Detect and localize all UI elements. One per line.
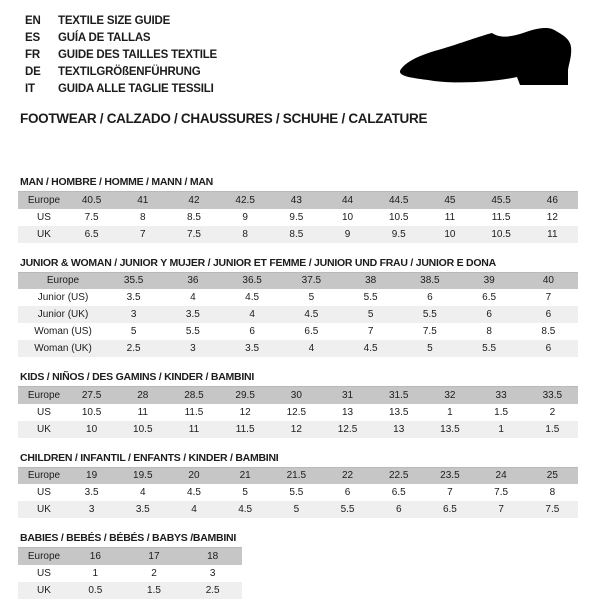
size-value: 6.5 — [304, 326, 319, 337]
size-value: 13 — [341, 406, 354, 418]
size-value: 40.5 — [81, 194, 102, 206]
size-value: 21.5 — [286, 470, 307, 482]
size-value: 5.5 — [482, 343, 497, 354]
size-value: 29.5 — [235, 389, 255, 401]
size-value: 1.5 — [147, 584, 161, 596]
size-value: 9 — [242, 211, 248, 223]
size-value: 19.5 — [133, 470, 153, 482]
size-value: 13.5 — [388, 406, 409, 418]
table-title: BABIES / BEBÉS / BÉBÉS / BABYS /BAMBINI — [20, 532, 237, 544]
row-label: US — [37, 211, 51, 223]
size-value: 41 — [137, 194, 149, 206]
size-value: 4 — [190, 292, 196, 303]
table-row — [18, 501, 578, 518]
size-value: 10 — [444, 228, 456, 240]
size-value: 22 — [341, 470, 354, 482]
size-value: 1.5 — [494, 406, 509, 418]
table-title: JUNIOR & WOMAN / JUNIOR Y MUJER / JUNIOR ET FEMME / JUNIOR UND FRAU / JUNIOR E DONA — [20, 256, 496, 269]
size-value: 28.5 — [184, 389, 204, 401]
size-value: 4.5 — [304, 309, 319, 320]
dress-shoe-icon — [398, 28, 578, 90]
size-value: 13 — [393, 423, 405, 435]
size-value: 5.5 — [340, 504, 355, 515]
language-label: TEXTILE SIZE GUIDE — [58, 14, 171, 27]
size-value: 11 — [137, 406, 148, 418]
size-value: 4.5 — [238, 504, 253, 515]
size-value: 11 — [188, 423, 200, 435]
size-value: 7 — [140, 228, 146, 240]
size-table — [18, 272, 578, 358]
language-row-fr — [25, 46, 217, 63]
language-legend — [25, 12, 217, 97]
size-value: 11 — [444, 211, 456, 223]
size-value: 1 — [498, 423, 504, 435]
table-title: CHILDREN / INFANTIL / ENFANTS / KINDER / BAMBINI — [20, 451, 279, 464]
size-value: 4 — [249, 309, 255, 320]
size-value: 4 — [191, 504, 197, 515]
size-value: 5 — [427, 343, 433, 354]
size-value: 24 — [495, 470, 507, 482]
size-value: 8 — [242, 228, 248, 240]
size-table-section — [18, 452, 582, 519]
size-value: 1 — [92, 567, 99, 579]
size-value: 12 — [546, 211, 558, 223]
category-title: FOOTWEAR / CALZADO / CHAUSSURES / SCHUHE / CALZATURE — [20, 111, 428, 126]
size-value: 8.5 — [187, 211, 201, 223]
size-value: 12 — [290, 423, 302, 435]
row-label: UK — [37, 584, 51, 596]
table-row — [18, 404, 578, 421]
size-value: 5 — [242, 487, 248, 498]
size-value: 25 — [546, 470, 558, 482]
size-value: 42 — [188, 194, 200, 206]
row-label: US — [37, 406, 51, 418]
size-value: 10.5 — [81, 406, 102, 418]
row-label: UK — [37, 228, 51, 240]
size-value: 45 — [444, 194, 456, 206]
size-value: 17 — [148, 550, 160, 562]
size-value: 12.5 — [337, 423, 358, 435]
size-value: 46 — [546, 194, 558, 206]
size-value: 40 — [542, 275, 554, 287]
size-value: 7 — [447, 487, 453, 498]
size-value: 1.5 — [545, 423, 560, 435]
size-value: 0.5 — [88, 584, 103, 596]
size-value: 6 — [545, 309, 552, 320]
language-row-de — [25, 63, 217, 80]
size-value: 2.5 — [126, 343, 141, 354]
size-value: 23.5 — [440, 470, 460, 482]
size-value: 12.5 — [286, 406, 307, 418]
size-tables — [18, 176, 582, 599]
size-value: 3.5 — [135, 504, 150, 515]
table-row — [18, 226, 578, 243]
size-table-section — [18, 532, 582, 599]
table-row — [18, 467, 578, 484]
size-value: 10.5 — [388, 211, 409, 223]
size-value: 9.5 — [289, 211, 304, 223]
size-value: 1 — [447, 406, 453, 418]
size-value: 6 — [545, 343, 552, 354]
size-value: 6 — [395, 504, 402, 515]
size-value: 7 — [498, 504, 504, 515]
table-title: MAN / HOMBRE / HOMME / MANN / MAN — [20, 176, 213, 188]
language-code: DE — [25, 65, 41, 78]
size-value: 10 — [86, 423, 98, 435]
size-value: 3 — [88, 504, 95, 515]
row-label: Europe — [46, 275, 80, 287]
size-value: 7.5 — [545, 504, 560, 515]
language-label: TEXTILGRÖßENFÜHRUNG — [58, 65, 201, 78]
size-value: 2 — [151, 567, 157, 579]
size-value: 38 — [365, 275, 377, 287]
row-label: UK — [37, 423, 51, 435]
language-row-es — [25, 29, 217, 46]
table-title: KIDS / NIÑOS / DES GAMINS / KINDER / BAMBINI — [20, 371, 255, 383]
size-value: 11.5 — [184, 406, 204, 418]
size-value: 5.5 — [289, 487, 304, 498]
size-value: 33.5 — [542, 389, 563, 401]
size-value: 11.5 — [491, 211, 511, 223]
size-value: 7.5 — [187, 228, 201, 240]
size-value: 3.5 — [185, 309, 200, 320]
size-value: 32 — [444, 389, 456, 401]
size-value: 37.5 — [301, 275, 322, 287]
table-row — [18, 548, 242, 565]
table-row — [18, 289, 578, 306]
size-value: 6.5 — [84, 228, 99, 240]
size-value: 10 — [341, 211, 354, 223]
size-value: 6 — [427, 292, 433, 303]
size-table — [18, 467, 578, 519]
size-value: 12 — [239, 406, 251, 418]
size-value: 3 — [209, 567, 216, 579]
size-value: 4 — [308, 343, 315, 354]
size-value: 22.5 — [388, 470, 409, 482]
row-label: Europe — [27, 194, 61, 206]
size-value: 27.5 — [81, 389, 102, 401]
language-row-en — [25, 12, 217, 29]
table-row — [18, 340, 578, 357]
size-value: 3 — [190, 343, 196, 354]
size-value: 6 — [344, 487, 351, 498]
size-value: 4.5 — [245, 292, 260, 303]
size-table — [18, 386, 578, 438]
language-label: GUIDE DES TAILLES TEXTILE — [58, 48, 217, 61]
size-value: 13.5 — [440, 423, 460, 435]
size-value: 10.5 — [491, 228, 511, 240]
size-value: 5 — [308, 292, 315, 303]
size-value: 31.5 — [388, 389, 409, 401]
size-value: 18 — [207, 550, 219, 562]
row-label: Europe — [27, 389, 61, 401]
size-value: 21 — [239, 470, 251, 482]
language-row-it — [25, 80, 217, 97]
size-value: 7.5 — [84, 211, 99, 223]
size-value: 33 — [495, 389, 507, 401]
table-row — [18, 565, 242, 582]
size-value: 7.5 — [422, 326, 437, 337]
size-value: 19 — [86, 470, 98, 482]
size-value: 42.5 — [235, 194, 255, 206]
size-value: 4 — [140, 487, 146, 498]
size-table-section — [18, 176, 582, 243]
language-label: GUÍA DE TALLAS — [58, 31, 151, 44]
size-value: 36 — [187, 275, 199, 287]
size-value: 4.5 — [363, 343, 378, 354]
size-value: 11 — [547, 228, 558, 240]
size-value: 3.5 — [84, 487, 99, 498]
size-value: 5 — [367, 309, 374, 320]
size-value: 8.5 — [541, 326, 556, 337]
size-table-section — [18, 371, 582, 438]
size-value: 43 — [290, 194, 302, 206]
size-value: 9 — [344, 228, 351, 240]
size-value: 16 — [89, 550, 101, 562]
table-row — [18, 323, 578, 340]
size-table — [18, 191, 578, 243]
size-table — [18, 547, 242, 599]
size-value: 6.5 — [442, 504, 457, 515]
row-label: Woman (US) — [34, 326, 92, 337]
size-table-section — [18, 257, 582, 358]
size-value: 20 — [188, 470, 200, 482]
size-value: 3.5 — [126, 292, 141, 303]
row-label: UK — [37, 504, 51, 515]
size-value: 39 — [483, 275, 495, 287]
size-value: 44 — [341, 194, 354, 206]
size-value: 8 — [486, 326, 492, 337]
size-value: 5 — [130, 326, 137, 337]
size-value: 36.5 — [242, 275, 262, 287]
language-code: EN — [25, 14, 41, 27]
size-value: 6.5 — [391, 487, 406, 498]
size-value: 30 — [290, 389, 302, 401]
size-value: 6 — [486, 309, 492, 320]
size-value: 5 — [293, 504, 300, 515]
table-row — [18, 582, 242, 599]
language-code: ES — [25, 31, 40, 44]
size-value: 7 — [367, 326, 374, 337]
language-code: FR — [25, 48, 40, 61]
size-value: 6 — [249, 326, 255, 337]
table-row — [18, 272, 578, 289]
size-value: 3.5 — [245, 343, 260, 354]
table-row — [18, 209, 578, 226]
table-row — [18, 192, 578, 209]
size-value: 3 — [130, 309, 137, 320]
row-label: Junior (US) — [37, 292, 89, 303]
size-value: 5.5 — [185, 326, 200, 337]
language-code: IT — [25, 82, 35, 95]
size-value: 28 — [137, 389, 149, 401]
table-row — [18, 306, 578, 323]
size-value: 8 — [549, 487, 556, 498]
size-value: 7.5 — [494, 487, 509, 498]
table-row — [18, 484, 578, 501]
table-row — [18, 387, 578, 404]
size-value: 9.5 — [391, 228, 406, 240]
size-value: 38.5 — [420, 275, 440, 287]
table-row — [18, 421, 578, 438]
row-label: Europe — [27, 470, 61, 482]
size-value: 5.5 — [363, 292, 378, 303]
size-value: 45.5 — [491, 194, 511, 206]
size-value: 35.5 — [123, 275, 144, 287]
size-value: 2.5 — [205, 584, 220, 596]
language-label: GUIDA ALLE TAGLIE TESSILI — [58, 82, 214, 95]
row-label: Europe — [27, 550, 61, 562]
size-value: 11.5 — [235, 423, 255, 435]
size-value: 5.5 — [422, 309, 437, 320]
size-value: 8.5 — [289, 228, 304, 240]
size-value: 44.5 — [388, 194, 409, 206]
size-value: 7 — [545, 292, 552, 303]
row-label: US — [37, 487, 51, 498]
size-value: 31 — [341, 389, 354, 401]
row-label: Woman (UK) — [34, 343, 92, 354]
row-label: US — [37, 567, 51, 579]
size-value: 10.5 — [133, 423, 153, 435]
size-value: 4.5 — [187, 487, 201, 498]
row-label: Junior (UK) — [37, 309, 89, 320]
size-value: 8 — [140, 211, 146, 223]
size-value: 6.5 — [482, 292, 497, 303]
size-value: 2 — [549, 406, 556, 418]
